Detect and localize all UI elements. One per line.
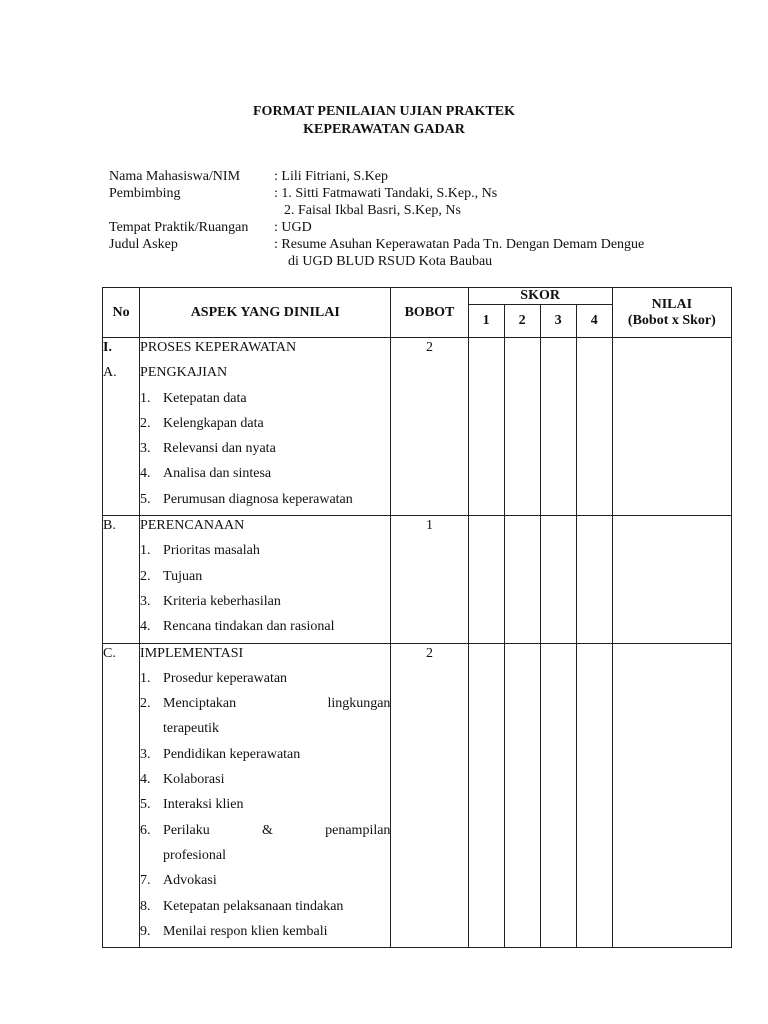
cell-no [103, 338, 140, 516]
pembimbing-value-2: 2. Faisal Ikbal Basri, S.Kep, Ns [284, 203, 461, 218]
list-item: 9. Menilai respon klien kembali [140, 923, 328, 939]
section-c-title: IMPLEMENTASI [140, 645, 244, 661]
list-item: 4. Rencana tindakan dan rasional [140, 619, 335, 635]
info-row-judul-2 [109, 253, 644, 270]
list-item: 6. Perilaku & penampilan [140, 822, 391, 838]
section-c-no: C. [103, 645, 116, 661]
table-row-section-b [103, 516, 732, 643]
cell-skor-3[interactable] [540, 516, 576, 643]
judul-label: Judul Askep [109, 237, 178, 252]
cell-no [103, 643, 140, 948]
tempat-value: : UGD [274, 220, 312, 235]
list-item: 2. Kelengkapan data [140, 415, 264, 431]
header-row-1 [103, 288, 732, 305]
header-skor-4: 4 [576, 305, 612, 338]
list-item: 1. Prioritas masalah [140, 543, 260, 559]
section-c-bobot: 2 [425, 645, 433, 661]
cell-nilai[interactable] [612, 516, 731, 643]
list-item: 5. Perumusan diagnosa keperawatan [140, 491, 353, 507]
cell-skor-4[interactable] [576, 643, 612, 948]
header-nilai [612, 288, 731, 338]
list-item: 3. Pendidikan keperawatan [140, 746, 301, 762]
judul-value-2: di UGD BLUD RSUD Kota Baubau [288, 254, 493, 269]
cell-bobot [391, 643, 468, 948]
section-b-bobot: 1 [425, 518, 433, 534]
list-item: 7. Advokasi [140, 873, 217, 889]
student-info [109, 168, 644, 270]
title-line-2: KEPERAWATAN GADAR [303, 122, 465, 137]
list-item-continuation: terapeutik [163, 721, 220, 737]
section-a-title: PENGKAJIAN [140, 365, 228, 381]
header-skor-3: 3 [540, 305, 576, 338]
tempat-label: Tempat Praktik/Ruangan [109, 220, 249, 235]
list-item: 5. Interaksi klien [140, 797, 244, 813]
cell-bobot [391, 338, 468, 516]
info-row-nama [109, 168, 644, 185]
info-row-pembimbing-2 [109, 202, 644, 219]
list-item: 3. Kriteria keberhasilan [140, 593, 281, 609]
header-no: No [103, 288, 140, 338]
cell-skor-3[interactable] [540, 338, 576, 516]
cell-skor-2[interactable] [504, 338, 540, 516]
cell-nilai[interactable] [612, 338, 731, 516]
cell-no [103, 516, 140, 643]
info-row-judul [109, 236, 644, 253]
title-line-1: FORMAT PENILAIAN UJIAN PRAKTEK [253, 104, 515, 119]
section-b-title: PERENCANAAN [140, 518, 245, 534]
list-item: 1. Prosedur keperawatan [140, 670, 288, 686]
list-item: 1. Ketepatan data [140, 390, 247, 406]
section-i-title: PROSES KEPERAWATAN [140, 340, 297, 355]
header-nilai-line-2: (Bobot x Skor) [627, 312, 716, 328]
header-aspek: ASPEK YANG DINILAI [140, 288, 391, 338]
nama-value: : Lili Fitriani, S.Kep [274, 169, 388, 184]
header-nilai-line-1: NILAI [651, 296, 693, 312]
section-i-bobot: 2 [425, 340, 433, 355]
cell-aspek [140, 338, 391, 516]
list-item: 4. Kolaborasi [140, 772, 225, 788]
cell-skor-3[interactable] [540, 643, 576, 948]
info-row-pembimbing [109, 185, 644, 202]
cell-skor-2[interactable] [504, 643, 540, 948]
list-item: 2. Menciptakan lingkungan [140, 696, 391, 712]
cell-nilai[interactable] [612, 643, 731, 948]
cell-skor-4[interactable] [576, 338, 612, 516]
assessment-table [102, 287, 732, 948]
cell-skor-1[interactable] [468, 643, 504, 948]
list-item: 8. Ketepatan pelaksanaan tindakan [140, 898, 344, 914]
pembimbing-label: Pembimbing [109, 186, 181, 201]
cell-skor-1[interactable] [468, 516, 504, 643]
document-title [0, 103, 768, 139]
cell-skor-4[interactable] [576, 516, 612, 643]
judul-value-1: : Resume Asuhan Keperawatan Pada Tn. Dengan Demam Dengue [274, 237, 645, 252]
nama-label: Nama Mahasiswa/NIM [109, 169, 241, 184]
cell-aspek [140, 516, 391, 643]
cell-aspek [140, 643, 391, 948]
list-item: 3. Relevansi dan nyata [140, 441, 276, 457]
section-b-no: B. [103, 518, 116, 534]
list-item: 4. Analisa dan sintesa [140, 466, 272, 482]
table-row-section-a [103, 338, 732, 516]
list-item-continuation: profesional [163, 847, 227, 863]
header-skor: SKOR [468, 288, 612, 305]
cell-skor-2[interactable] [504, 516, 540, 643]
list-item: 2. Tujuan [140, 568, 203, 584]
header-bobot: BOBOT [391, 288, 468, 338]
pembimbing-value-1: : 1. Sitti Fatmawati Tandaki, S.Kep., Ns [274, 186, 498, 201]
header-skor-2: 2 [504, 305, 540, 338]
header-skor-1: 1 [468, 305, 504, 338]
table-row-section-c [103, 643, 732, 948]
info-row-tempat [109, 219, 644, 236]
section-i-no: I. [103, 340, 112, 355]
section-a-no: A. [103, 365, 117, 381]
cell-bobot [391, 516, 468, 643]
cell-skor-1[interactable] [468, 338, 504, 516]
